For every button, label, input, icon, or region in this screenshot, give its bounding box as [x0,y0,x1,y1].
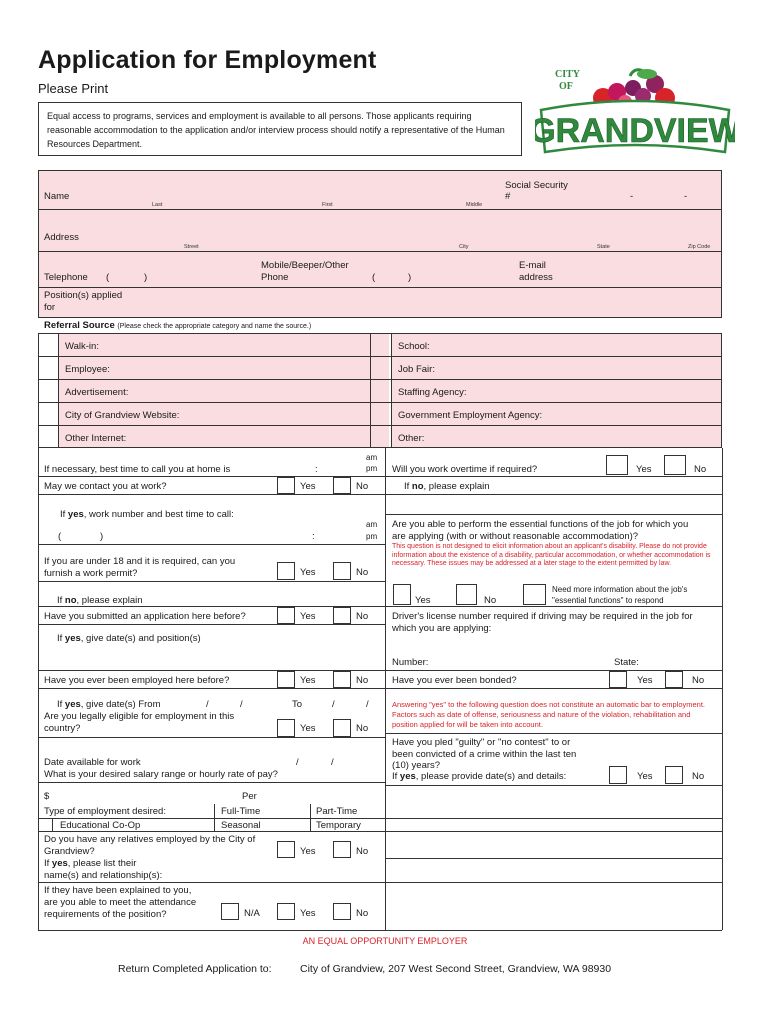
overtime-no-checkbox[interactable] [664,455,686,475]
bonded-no-label: No [692,675,705,686]
essential-question: Are you able to perform the essential functions of the job for which you [392,519,689,530]
plead-question: Have you pled "guilty" or "no contest" to or [392,737,571,748]
best-time-colon: : [315,464,318,475]
type-employment-label: Type of employment desired: [44,806,166,817]
temporary-option[interactable]: Temporary [316,820,361,831]
page-title: Application for Employment [38,46,377,74]
work-pm-label: pm [366,532,378,541]
plead-details-label: If yes, please provide date(s) and details: [392,771,567,782]
telephone-field[interactable] [112,254,252,284]
zip-caption: Zip Code [688,244,711,250]
email-label: E-mail [519,260,546,271]
coop-option[interactable]: Educational Co-Op [60,820,141,831]
plead-no-checkbox[interactable] [665,766,683,784]
submitted-yes-label: Yes [300,611,316,622]
referral-government: Government Employment Agency: [398,410,543,421]
referral-jobfair-checkbox[interactable] [371,357,390,379]
name-label: Name [44,191,70,202]
email-field[interactable] [570,254,718,284]
return-address: City of Grandview, 207 West Second Street, Grandview, WA 98930 [300,963,612,975]
telephone-paren-open: ( [106,272,110,283]
salary-question: What is your desired salary range or hourly rate of pay? [44,769,278,780]
city-caption: City [459,244,469,250]
to-label: To [292,699,303,710]
state-caption: State [597,244,610,250]
relatives-yes-label: Yes [300,846,316,857]
to-slash-2: / [366,699,369,710]
employed-yes-checkbox[interactable] [277,671,295,688]
overtime-explain-label: If no, please explain [404,481,490,492]
relatives-list-label: If yes, please list their [44,858,137,869]
license-number-label: Number: [392,657,429,668]
home-am-label: am [366,453,378,462]
accommodation-notice: Equal access to programs, services and employment is available to all persons. Those applicants requiring reasonable accommodation to the application and/or interview process should notify a representative of the Human Resources Department. [38,102,522,156]
referral-staffing-checkbox[interactable] [371,380,390,402]
work-permit-no-label: No [356,567,369,578]
overtime-no-label: No [694,464,707,475]
work-paren-close: ) [100,531,104,542]
mobile-paren-close: ) [408,272,412,283]
eligible-question-2: country? [44,723,81,734]
work-permit-question: If you are under 18 and it is required, can you [44,556,236,567]
referral-employee-checkbox[interactable] [39,357,58,379]
submitted-no-checkbox[interactable] [333,607,351,624]
from-slash-2: / [240,699,243,710]
bonded-question: Have you ever been bonded? [392,675,517,686]
overtime-question: Will you work overtime if required? [392,464,538,475]
contact-work-question: May we contact you at work? [44,481,167,492]
employed-yes-label: Yes [300,675,316,686]
employed-before-question: Have you ever been employed here before? [44,675,230,686]
name-field[interactable] [90,172,490,202]
referral-jobfair: Job Fair: [398,364,435,375]
work-time-colon: : [312,531,315,542]
mobile-field[interactable] [378,254,508,284]
referral-walkin: Walk-in: [65,341,99,352]
attendance-question-3: requirements of the position? [44,909,167,920]
date-available-label: Date available for work [44,757,141,768]
attendance-na-checkbox[interactable] [221,903,239,920]
license-question: Driver's license number required if driving may be required in the job for [392,611,693,622]
attendance-question-2: are you able to meet the attendance [44,897,197,908]
plead-yes-label: Yes [637,771,653,782]
essential-yes-label: Yes [415,595,431,606]
essential-yes-checkbox[interactable] [393,584,411,605]
essential-no-label: No [484,595,497,606]
eligible-no-checkbox[interactable] [333,719,351,737]
attendance-yes-checkbox[interactable] [277,903,295,920]
submitted-dates-label: If yes, give date(s) and position(s) [57,633,201,644]
submitted-yes-checkbox[interactable] [277,607,295,624]
eligible-yes-label: Yes [300,723,316,734]
email-label-address: address [519,272,553,283]
bonded-yes-checkbox[interactable] [609,671,627,688]
relatives-question-2: Grandview? [44,846,95,857]
attendance-no-label: No [356,908,369,919]
work-am-label: am [366,520,378,529]
employed-no-checkbox[interactable] [333,671,351,688]
work-paren-open: ( [58,531,62,542]
contact-work-yes-checkbox[interactable] [277,477,295,494]
overtime-yes-checkbox[interactable] [606,455,628,475]
relatives-question: Do you have any relatives employed by the City of [44,834,256,845]
plead-yes-checkbox[interactable] [609,766,627,784]
work-number-label: If yes, work number and best time to call: [60,509,234,520]
attendance-na-label: N/A [244,908,260,919]
conviction-disclaimer: Answering "yes" to the following question does not constitute an automatic bar to employment. Factors such as date of offense, seriousness and nature of the violation, rehabilitation and position applied for will be taken into account. [392,700,706,729]
bonded-yes-label: Yes [637,675,653,686]
date-slash-2: / [331,757,334,768]
page-subtitle: Please Print [38,81,109,96]
referral-advertisement: Advertisement: [65,387,129,398]
referral-title: Referral Source [44,320,115,331]
license-question-2: which you are applying: [392,623,492,634]
plead-question-3: (10) years? [392,760,441,771]
logo-city-text: CITY [555,69,581,80]
eligible-question: Are you legally eligible for employment in this [44,711,235,722]
need-more-info-label: Need more information about the job's [552,585,688,594]
contact-work-no-label: No [356,481,369,492]
referral-government-checkbox[interactable] [371,403,390,425]
need-more-info-label-2: "essential functions" to respond [552,596,664,605]
to-slash-1: / [332,699,335,710]
part-time-option[interactable]: Part-Time [316,806,358,817]
work-permit-yes-label: Yes [300,567,316,578]
referral-internet-checkbox[interactable] [39,426,58,448]
referral-label [44,320,311,331]
employed-no-label: No [356,675,369,686]
contact-work-no-checkbox[interactable] [333,477,351,494]
referral-school-checkbox[interactable] [371,334,390,356]
last-name-caption: Last [152,202,163,208]
license-state-label: State: [614,657,639,668]
referral-internet: Other Internet: [65,433,127,444]
contact-work-yes-label: Yes [300,481,316,492]
relatives-no-label: No [356,846,369,857]
submitted-no-label: No [356,611,369,622]
relatives-yes-checkbox[interactable] [277,841,295,858]
address-label: Address [44,232,79,243]
need-more-info-checkbox[interactable] [523,584,546,605]
street-caption: Street [184,244,199,250]
overtime-yes-label: Yes [636,464,652,475]
eligible-yes-checkbox[interactable] [277,719,295,737]
essential-question-2: are applying (with or without reasonable accommodation)? [392,531,639,542]
plead-question-2: been convicted of a crime within the last ten [392,749,577,760]
mobile-label: Mobile/Beeper/Other [261,260,349,271]
referral-school: School: [398,341,430,352]
essential-disclaimer: This question is not designed to elicit information about an applicant's disability. Please do not provide information about the existence of a disability, particular accommodation, or whether accommodation is necessary. These issues may be addressed at a later stage to the extent permitted by law. [392,543,711,568]
referral-other: Other: [398,433,425,444]
attendance-question: If they have been explained to you, [44,885,192,896]
return-label: Return Completed Application to: [118,963,272,975]
plead-no-label: No [692,771,705,782]
work-permit-no-checkbox[interactable] [333,562,351,580]
positions-field[interactable] [140,290,718,316]
address-field[interactable] [90,212,710,242]
from-slash-1: / [206,699,209,710]
work-permit-question-2: furnish a work permit? [44,568,138,579]
attendance-yes-label: Yes [300,908,316,919]
telephone-paren-close: ) [144,272,148,283]
date-slash-1: / [296,757,299,768]
best-time-question: If necessary, best time to call you at home is [44,464,231,475]
referral-other-checkbox[interactable] [371,426,390,448]
work-permit-explain-label: If no, please explain [57,595,143,606]
full-time-option[interactable]: Full-Time [221,806,261,817]
employment-dates-label: If yes, give date(s) From [57,699,161,710]
relatives-list-label-2: name(s) and relationship(s): [44,870,163,881]
salary-per: Per [242,791,257,802]
home-pm-label: pm [366,464,378,473]
ssn-label: Social Security [505,180,568,191]
bonded-no-checkbox[interactable] [665,671,683,688]
mobile-paren-open: ( [372,272,376,283]
submitted-before-question: Have you submitted an application here before? [44,611,246,622]
first-name-caption: First [322,202,333,208]
essential-no-checkbox[interactable] [456,584,477,605]
work-permit-yes-checkbox[interactable] [277,562,295,580]
referral-advertisement-checkbox[interactable] [39,380,58,402]
referral-hint: (Please check the appropriate category and name the source.) [117,323,312,330]
referral-website: City of Grandview Website: [65,410,180,421]
referral-walkin-checkbox[interactable] [39,334,58,356]
seasonal-option[interactable]: Seasonal [221,820,261,831]
ssn-dash-2: - [684,191,688,202]
eligible-no-label: No [356,723,369,734]
referral-employee: Employee: [65,364,110,375]
logo-of-text: OF [559,81,573,92]
ssn-dash-1: - [630,191,634,202]
ssn-hash: # [505,191,511,202]
positions-label-for: for [44,302,56,313]
equal-opportunity-employer: AN EQUAL OPPORTUNITY EMPLOYER [302,936,468,946]
middle-name-caption: Middle [466,202,483,208]
attendance-no-checkbox[interactable] [333,903,351,920]
logo-grandview-text: GRANDVIEW [535,112,735,150]
referral-website-checkbox[interactable] [39,403,58,425]
mobile-label-phone: Phone [261,272,289,283]
salary-dollar: $ [44,791,50,802]
relatives-no-checkbox[interactable] [333,841,351,858]
positions-label: Position(s) applied [44,290,123,301]
referral-staffing: Staffing Agency: [398,387,467,398]
telephone-label: Telephone [44,272,88,283]
city-logo [535,62,735,162]
